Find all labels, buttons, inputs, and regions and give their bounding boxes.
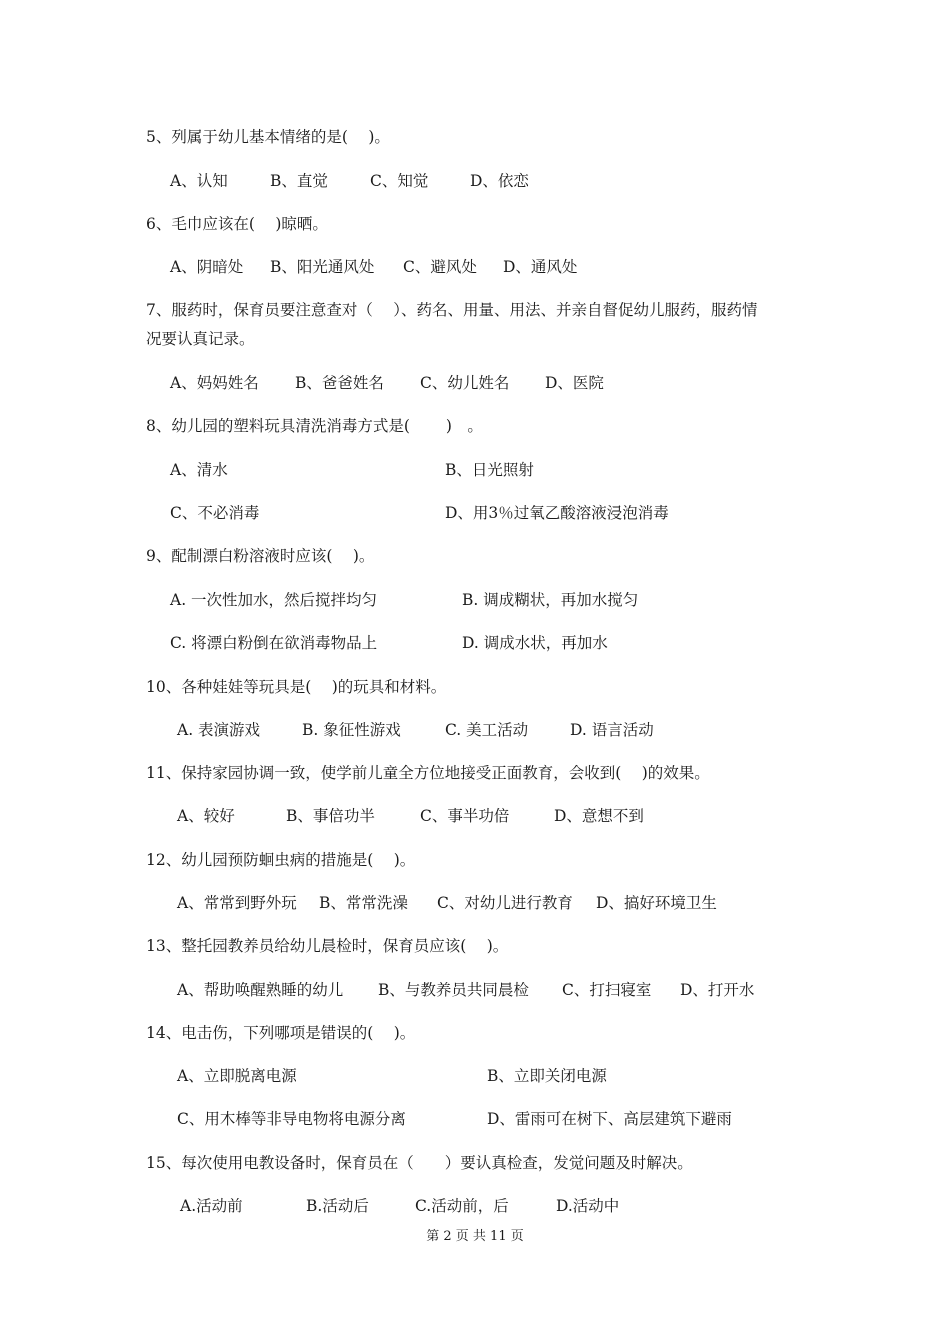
option-a: A、立即脱离电源 [177, 1067, 297, 1085]
page-number: 第 2 页 共 11 页 [426, 1229, 524, 1244]
option-b: B、立即关闭电源 [487, 1067, 607, 1085]
option-c: C. 美工活动 [445, 721, 529, 739]
option-c: C、不必消毒 [170, 504, 260, 522]
option-d: D、意想不到 [554, 807, 644, 825]
option-d: D、打开水 [680, 981, 755, 999]
question-12-stem: 12、幼儿园预防蛔虫病的措施是( )。 [146, 851, 416, 869]
option-a: A、清水 [170, 461, 228, 479]
option-d: D、医院 [545, 374, 604, 392]
option-a: A. 一次性加水，然后搅拌均匀 [170, 591, 378, 609]
option-b: B. 象征性游戏 [302, 721, 401, 739]
option-c: C、打扫寝室 [562, 981, 652, 999]
option-d: D. 语言活动 [570, 721, 654, 739]
option-c: C、避风处 [403, 258, 477, 276]
question-7-stem-continued: 况要认真记录。 [146, 330, 255, 348]
question-8-stem: 8、幼儿园的塑料玩具清洗消毒方式是( ) 。 [146, 417, 483, 435]
option-a: A、认知 [170, 172, 228, 190]
question-9-stem: 9、配制漂白粉溶液时应该( )。 [146, 547, 375, 565]
option-a: A. 表演游戏 [177, 721, 261, 739]
option-b: B、直觉 [270, 172, 328, 190]
option-a: A、常常到野外玩 [177, 894, 297, 912]
option-c: C、用木棒等非导电物将电源分离 [177, 1110, 406, 1128]
option-d: D、依恋 [470, 172, 529, 190]
option-a: A、阴暗处 [170, 258, 244, 276]
option-b: B、日光照射 [445, 461, 534, 479]
option-b: B、与教养员共同晨检 [378, 981, 529, 999]
option-a: A.活动前 [180, 1197, 243, 1215]
option-b: B、事倍功半 [286, 807, 375, 825]
option-b: B、常常洗澡 [319, 894, 408, 912]
option-c: C.活动前，后 [415, 1197, 509, 1215]
question-6-stem: 6、毛巾应该在( )晾晒。 [146, 215, 328, 233]
option-b: B、阳光通风处 [270, 258, 375, 276]
option-d: D、搞好环境卫生 [596, 894, 717, 912]
question-7-stem: 7、服药时，保育员要注意查对（ ）、药名、用量、用法、并亲自督促幼儿服药，服药情 [146, 301, 758, 319]
option-c: C、知觉 [370, 172, 429, 190]
question-13-stem: 13、整托园教养员给幼儿晨检时，保育员应该( )。 [146, 937, 509, 955]
option-a: A、帮助唤醒熟睡的幼儿 [177, 981, 344, 999]
option-a: A、妈妈姓名 [170, 374, 259, 392]
question-5-stem: 5、列属于幼儿基本情绪的是( )。 [146, 128, 390, 146]
option-d: D、通风处 [503, 258, 578, 276]
question-10-stem: 10、各种娃娃等玩具是( )的玩具和材料。 [146, 678, 447, 696]
option-c: C、事半功倍 [420, 807, 510, 825]
option-c: C. 将漂白粉倒在欲消毒物品上 [170, 634, 378, 652]
option-c: C、幼儿姓名 [420, 374, 510, 392]
question-11-stem: 11、保持家园协调一致，使学前儿童全方位地接受正面教育，会收到( )的效果。 [146, 764, 710, 782]
option-d: D.活动中 [556, 1197, 620, 1215]
option-a: A、较好 [177, 807, 235, 825]
question-14-stem: 14、电击伤，下列哪项是错误的( )。 [146, 1024, 416, 1042]
option-b: B.活动后 [306, 1197, 369, 1215]
option-d: D、雷雨可在树下、高层建筑下避雨 [487, 1110, 732, 1128]
option-b: B. 调成糊状，再加水搅匀 [462, 591, 639, 609]
question-15-stem: 15、每次使用电教设备时，保育员在（ ）要认真检查，发觉问题及时解决。 [146, 1154, 693, 1172]
option-c: C、对幼儿进行教育 [437, 894, 573, 912]
option-d: D. 调成水状，再加水 [462, 634, 608, 652]
option-b: B、爸爸姓名 [295, 374, 384, 392]
option-d: D、用3％过氧乙酸溶液浸泡消毒 [445, 504, 669, 522]
